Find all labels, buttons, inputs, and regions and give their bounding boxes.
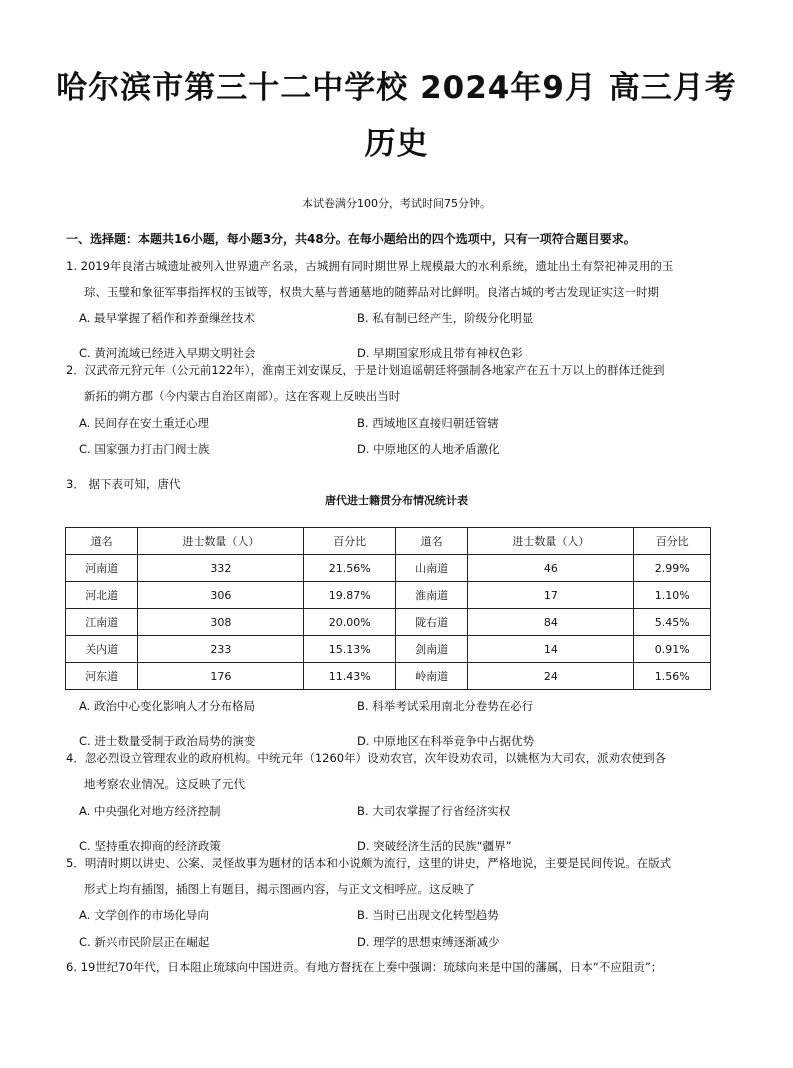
table-row [66,636,711,663]
q2-stem-line2: 新拓的朔方郡（今内蒙古自治区南部）。这在客观上反映出当时 [84,389,401,403]
table-cell: 306 [138,582,304,609]
q1-option-c: C. 黄河流域已经进入早期文明社会 [79,346,256,360]
table-cell: 15.13% [304,636,395,663]
q4-stem-line1: 4．忽必烈设立管理农业的政府机构。中统元年（1260年）设劝农官，次年设劝农司，以姚枢为大司农，派劝农使到各 [66,751,667,765]
q4-option-d: D. 突破经济生活的民族“疆界” [357,839,512,853]
table-row [66,555,711,582]
table-cell: 11.43% [304,663,395,690]
exam-title: 哈尔滨市第三十二中学校 2024年9月 高三月考 [56,70,737,106]
table-cell: 陇右道 [395,609,467,636]
q5-stem-line1: 5．明清时期以讲史、公案、灵怪故事为题材的话本和小说颇为流行，这里的讲史，严格地说，主要是民间传说。在版式 [66,856,672,870]
q5-option-c: C. 新兴市民阶层正在崛起 [79,935,210,949]
q1-option-d: D. 早期国家形成且带有神权色彩 [357,346,523,360]
table-cell: 233 [138,636,304,663]
section-heading: 一、选择题：本题共16小题，每小题3分，共48分。在每小题给出的四个选项中，只有一项符合题目要求。 [66,232,636,246]
table-cell: 0.91% [634,636,711,663]
q3-option-d: D. 中原地区在科举竞争中占据优势 [357,734,535,748]
table-cell: 46 [468,555,634,582]
table-cell: 19.87% [304,582,395,609]
table-cell: 关内道 [66,636,138,663]
q6-stem-line1: 6. 19世纪70年代，日本阻止琉球向中国进贡。有地方督抚在上奏中强调：琉球向来是中国的藩属，日本“不应阻贡”； [66,960,663,974]
table-cell: 14 [468,636,634,663]
q4-option-a: A. 中央强化对地方经济控制 [79,804,221,818]
q5-stem-line2: 形式上均有插图，插图上有题目，揭示图画内容，与正文文相呼应。这反映了 [84,882,475,896]
exam-instructions: 本试卷满分100分，考试时间75分钟。 [302,197,491,210]
table-row [66,609,711,636]
q1-option-a: A. 最早掌握了稻作和养蚕缫丝技术 [79,311,255,325]
q4-option-b: B. 大司农掌握了行省经济实权 [357,804,511,818]
q2-option-d: D. 中原地区的人地矛盾激化 [357,442,500,456]
q3-option-c: C. 进士数量受制于政治局势的演变 [79,734,256,748]
q3-stem: 3． 据下表可知，唐代 [66,477,181,491]
table-cell: 21.56% [304,555,395,582]
table-cell: 5.45% [634,609,711,636]
table-cell: 308 [138,609,304,636]
q5-option-b: B. 当时已出现文化转型趋势 [357,908,499,922]
subject-title: 历史 [364,126,429,162]
q1-stem-line2: 琮、玉璧和象征军事指挥权的玉钺等，权贵大墓与普通墓地的随葬品对比鲜明。良渚古城的考古发现证实这一时期 [84,285,659,299]
table-cell: 河北道 [66,582,138,609]
table-cell: 332 [138,555,304,582]
table-row [66,663,711,690]
table-cell: 1.10% [634,582,711,609]
q1-stem-line1: 1. 2019年良渚古城遗址被列入世界遗产名录，古城拥有同时期世界上规模最大的水利系统，遗址出土有祭祀神灵用的玉 [66,259,674,273]
table-caption: 唐代进士籍贯分布情况统计表 [325,494,468,507]
table-cell: 岭南道 [395,663,467,690]
header-cell: 百分比 [304,528,395,555]
q2-option-b: B. 西域地区直接归朝廷管辖 [357,416,499,430]
q4-option-c: C. 坚持重农抑商的经济政策 [79,839,221,853]
q3-option-b: B. 科举考试采用南北分卷势在必行 [357,699,534,713]
header-cell: 道名 [395,528,467,555]
table-cell: 1.56% [634,663,711,690]
table-cell: 江南道 [66,609,138,636]
header-cell: 百分比 [634,528,711,555]
table-cell: 84 [468,609,634,636]
table-cell: 山南道 [395,555,467,582]
q2-stem-line1: 2．汉武帝元狩元年（公元前122年），淮南王刘安谋反，于是计划追谣朝廷将强制各地家产在五十万以上的群体迁徙到 [66,363,665,377]
q2-option-c: C. 国家强力打击门阀士族 [79,442,210,456]
table-cell: 24 [468,663,634,690]
q4-stem-line2: 地考察农业情况。这反映了元代 [84,777,245,791]
q5-option-a: A. 文学创作的市场化导向 [79,908,209,922]
q3-option-a: A. 政治中心变化影响人才分布格局 [79,699,255,713]
table-cell: 2.99% [634,555,711,582]
table-cell: 176 [138,663,304,690]
table-cell: 剑南道 [395,636,467,663]
q5-option-d: D. 理学的思想束缚逐渐减少 [357,935,500,949]
q2-option-a: A. 民间存在安土重迁心理 [79,416,209,430]
table-cell: 河东道 [66,663,138,690]
table-cell: 20.00% [304,609,395,636]
table-row [66,582,711,609]
header-cell: 进士数量（人） [468,528,634,555]
header-cell: 道名 [66,528,138,555]
header-cell: 进士数量（人） [138,528,304,555]
table-header-row [66,528,711,555]
q1-option-b: B. 私有制已经产生，阶级分化明显 [357,311,534,325]
table-cell: 淮南道 [395,582,467,609]
jinshi-distribution-table [65,527,711,690]
table-cell: 17 [468,582,634,609]
table-cell: 河南道 [66,555,138,582]
